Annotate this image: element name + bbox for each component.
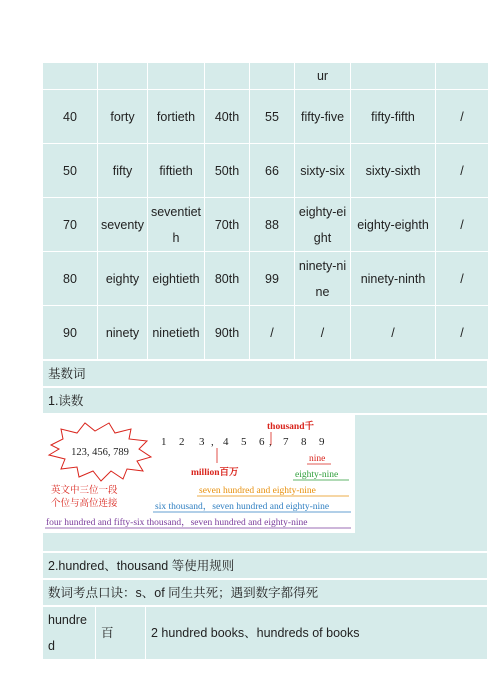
hundred-heading: 2.hundred、thousand 等使用规则 bbox=[42, 552, 488, 579]
vocab-row bbox=[42, 606, 488, 660]
table-cell: 40th bbox=[205, 90, 250, 144]
digit: 8 bbox=[301, 436, 307, 448]
digit: 9 bbox=[319, 436, 325, 448]
table-cell: eighty bbox=[98, 252, 148, 306]
table-cell bbox=[351, 63, 436, 90]
table-cell: 55 bbox=[250, 90, 295, 144]
bubble-text: 123, 456, 789 bbox=[71, 447, 129, 458]
table-cell: 80 bbox=[43, 252, 98, 306]
table-cell: fiftieth bbox=[148, 144, 205, 198]
table-cell: 90th bbox=[205, 306, 250, 360]
seven-hundred-label: seven hundred and eighty-nine bbox=[199, 486, 316, 496]
table-cell: ninety bbox=[98, 306, 148, 360]
vocab-example: 2 hundred books、hundreds of books bbox=[151, 626, 360, 640]
table-cell: 70 bbox=[43, 198, 98, 252]
table-row bbox=[43, 144, 489, 198]
table-cell: ninetieth bbox=[148, 306, 205, 360]
table-cell: / bbox=[436, 144, 489, 198]
vocab-word: hundred bbox=[43, 607, 96, 659]
table-cell bbox=[205, 63, 250, 90]
rule-line-1: 英文中三位一段 bbox=[51, 486, 118, 496]
six-thousand-label: six thousand，seven hundred and eighty-nine bbox=[155, 502, 330, 512]
document-page bbox=[42, 62, 488, 660]
digit: 6 bbox=[259, 436, 265, 448]
digit-separator: , bbox=[211, 436, 214, 448]
table-cell: / bbox=[250, 306, 295, 360]
table-cell: 90 bbox=[43, 306, 98, 360]
mnemonic-text: 数词考点口诀：s、of 同生共死；遇到数字都得死 bbox=[42, 579, 488, 606]
reading-heading: 1.读数 bbox=[42, 387, 488, 414]
table-cell: forty bbox=[98, 90, 148, 144]
full-reading-label: four hundred and fifty-six thousand，seven hundred and eighty-nine bbox=[46, 518, 308, 528]
table-row bbox=[43, 198, 489, 252]
vocab-meaning: 百 bbox=[96, 607, 146, 659]
table-cell: 40 bbox=[43, 90, 98, 144]
table-cell: 88 bbox=[250, 198, 295, 252]
digit: 3 bbox=[199, 436, 205, 448]
table-cell bbox=[250, 63, 295, 90]
digit: 4 bbox=[223, 436, 229, 448]
table-cell: 70th bbox=[205, 198, 250, 252]
table-cell: / bbox=[351, 306, 436, 360]
table-cell: sixty-sixth bbox=[351, 144, 436, 198]
table-cell: ninety-ninth bbox=[351, 252, 436, 306]
table-row bbox=[43, 90, 489, 144]
table-row bbox=[43, 252, 489, 306]
eighty-nine-label: eighty-nine bbox=[295, 470, 339, 480]
table-cell: 80th bbox=[205, 252, 250, 306]
table-cell: / bbox=[436, 252, 489, 306]
table-cell bbox=[98, 63, 148, 90]
table-cell: ninety-nine bbox=[295, 252, 351, 306]
million-label: million百万 bbox=[191, 468, 239, 478]
table-cell: 99 bbox=[250, 252, 295, 306]
table-cell bbox=[148, 63, 205, 90]
table-cell: seventy bbox=[98, 198, 148, 252]
table-cell: ur bbox=[295, 63, 351, 90]
table-row bbox=[43, 306, 489, 360]
nine-label: nine bbox=[309, 454, 326, 464]
digit: 1 bbox=[161, 436, 167, 448]
digit-separator: , bbox=[269, 436, 272, 448]
table-cell: 66 bbox=[250, 144, 295, 198]
table-cell: / bbox=[436, 90, 489, 144]
table-cell: eightieth bbox=[148, 252, 205, 306]
table-cell bbox=[43, 63, 98, 90]
table-cell bbox=[436, 63, 489, 90]
table-row bbox=[43, 63, 489, 90]
table-cell: / bbox=[436, 198, 489, 252]
rule-line-2: 个位与高位连接 bbox=[51, 499, 118, 509]
reading-figure bbox=[42, 414, 488, 552]
table-cell: fortieth bbox=[148, 90, 205, 144]
table-cell: eighty-eighth bbox=[351, 198, 436, 252]
table-cell: fifty-five bbox=[295, 90, 351, 144]
table-cell: sixty-six bbox=[295, 144, 351, 198]
table-cell: eighty-eight bbox=[295, 198, 351, 252]
table-cell: / bbox=[436, 306, 489, 360]
thousand-label: thousand千 bbox=[267, 422, 314, 432]
digit: 5 bbox=[241, 436, 247, 448]
section-title: 基数词 bbox=[42, 360, 488, 387]
table-cell: fifty bbox=[98, 144, 148, 198]
table-cell: / bbox=[295, 306, 351, 360]
digit: 2 bbox=[179, 436, 185, 448]
table-cell: 50th bbox=[205, 144, 250, 198]
table-cell: fifty-fifth bbox=[351, 90, 436, 144]
table-cell: seventieth bbox=[148, 198, 205, 252]
table-cell: 50 bbox=[43, 144, 98, 198]
reading-diagram bbox=[43, 415, 489, 553]
numbers-table bbox=[42, 62, 489, 360]
digit: 7 bbox=[283, 436, 289, 448]
